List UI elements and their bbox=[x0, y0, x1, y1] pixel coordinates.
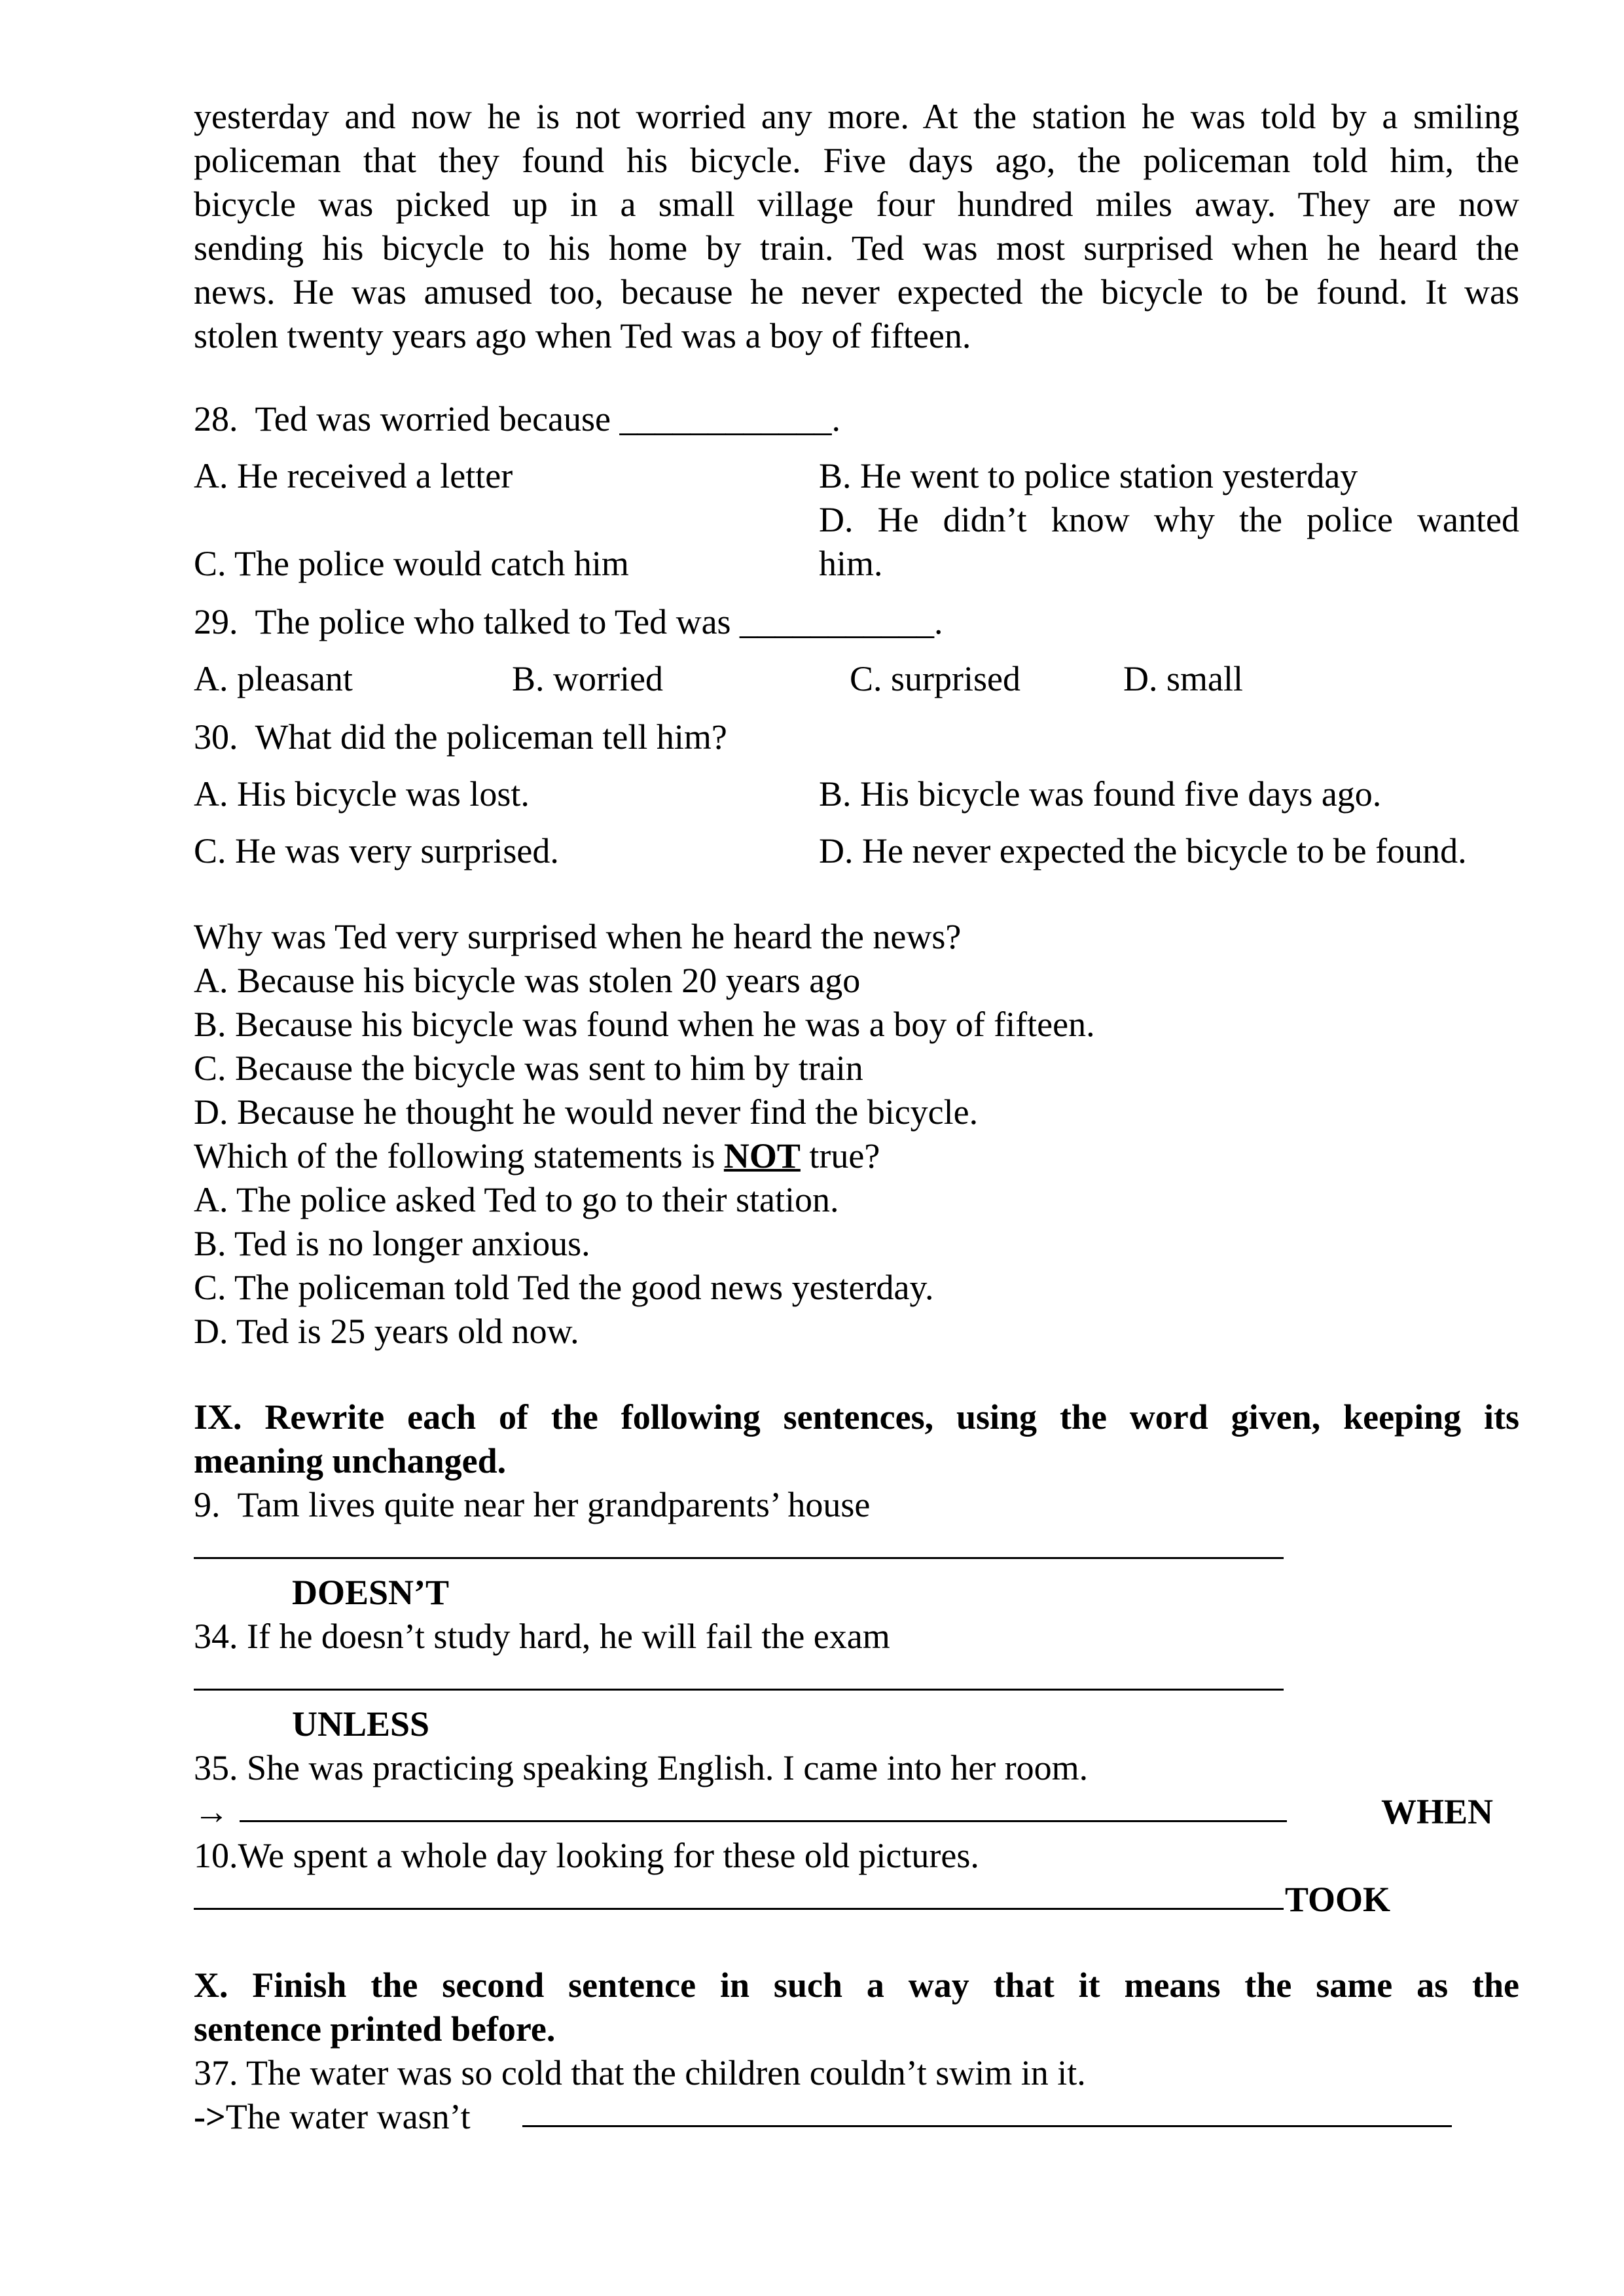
option-c[interactable]: C. The policeman told Ted the good news yesterday. bbox=[194, 1268, 934, 1307]
question-30 bbox=[194, 715, 1519, 873]
question-stem: Why was Ted very surprised when he heard the news? bbox=[194, 917, 962, 956]
option-a[interactable]: A. The police asked Ted to go to their station. bbox=[194, 1180, 839, 1219]
question-32 bbox=[194, 1134, 1519, 1354]
emphasis-not: NOT bbox=[723, 1136, 801, 1175]
answer-blank[interactable] bbox=[194, 1527, 1519, 1571]
section-heading: IX. Rewrite each of the following sentences, using the word given, keeping its bbox=[194, 1397, 1519, 1437]
option-c[interactable]: C. He was very surprised. bbox=[194, 831, 559, 870]
question-stem: 28. Ted was worried because ____________. bbox=[194, 399, 841, 439]
answer-blank[interactable] bbox=[194, 1908, 1284, 1910]
passage-line: bicycle was picked up in a small village four hundred miles away. They are now bbox=[194, 185, 1519, 224]
rewrite-item-9: 9. Tam lives quite near her grandparents’ house bbox=[194, 1485, 871, 1524]
keyword: DOESN’T bbox=[292, 1573, 450, 1612]
arrow-icon: → bbox=[194, 1792, 229, 1831]
rewrite-item-10: 10.We spent a whole day looking for these old pictures. bbox=[194, 1836, 979, 1875]
arrow-icon: -> bbox=[194, 2097, 226, 2136]
option-a[interactable]: A. His bicycle was lost. bbox=[194, 774, 530, 814]
option-d[interactable]: D. Ted is 25 years old now. bbox=[194, 1312, 579, 1351]
section-heading: sentence printed before. bbox=[194, 2009, 556, 2049]
section-heading: meaning unchanged. bbox=[194, 1441, 507, 1480]
passage-line: yesterday and now he is not worried any more. At the station he was told by a smiling bbox=[194, 97, 1519, 136]
option-c[interactable]: C. Because the bicycle was sent to him by train bbox=[194, 1049, 863, 1088]
section-ix bbox=[194, 1395, 1519, 1922]
question-29 bbox=[194, 600, 1519, 701]
question-stem: 29. The police who talked to Ted was ___________. bbox=[194, 602, 943, 641]
worksheet-page bbox=[194, 95, 1519, 2139]
option-b[interactable]: B. Ted is no longer anxious. bbox=[194, 1224, 590, 1263]
question-stem bbox=[194, 1134, 1519, 1178]
question-28 bbox=[194, 397, 1519, 586]
rewrite-item-37: 37. The water was so cold that the children couldn’t swim in it. bbox=[194, 2053, 1086, 2092]
option-a[interactable]: A. He received a letter bbox=[194, 456, 513, 495]
prompt-text: The water wasn’t bbox=[225, 2097, 471, 2136]
option-d[interactable]: D. small bbox=[1123, 659, 1243, 698]
option-b[interactable]: B. His bicycle was found five days ago. bbox=[819, 774, 1382, 814]
option-c[interactable]: C. The police would catch him bbox=[194, 544, 629, 583]
option-b[interactable]: B. worried bbox=[512, 659, 663, 698]
answer-blank[interactable] bbox=[194, 1659, 1519, 1702]
rewrite-item-35: 35. She was practicing speaking English. I came into her room. bbox=[194, 1748, 1089, 1787]
passage-line: news. He was amused too, because he never expected the bicycle to be found. It was bbox=[194, 272, 1519, 312]
section-x bbox=[194, 1964, 1519, 2139]
answer-row bbox=[194, 2095, 1519, 2139]
option-d[interactable]: D. Because he thought he would never find the bicycle. bbox=[194, 1092, 979, 1132]
answer-row bbox=[194, 1790, 1519, 1834]
passage-line: policeman that they found his bicycle. Five days ago, the policeman told him, the bbox=[194, 141, 1519, 180]
answer-blank[interactable] bbox=[240, 1820, 1287, 1822]
reading-passage bbox=[194, 95, 1519, 358]
option-d[interactable]: D. He never expected the bicycle to be found. bbox=[819, 831, 1467, 870]
stem-text: true? bbox=[800, 1136, 880, 1175]
option-d-continued: him. bbox=[819, 544, 883, 583]
answer-row bbox=[194, 1878, 1519, 1922]
option-d[interactable]: D. He didn’t know why the police wanted bbox=[819, 500, 1519, 539]
answer-prompt bbox=[194, 2095, 471, 2139]
option-c[interactable]: C. surprised bbox=[850, 659, 1020, 698]
keyword: UNLESS bbox=[292, 1704, 430, 1744]
rewrite-item-34: 34. If he doesn’t study hard, he will fail the exam bbox=[194, 1617, 890, 1656]
question-stem: 30. What did the policeman tell him? bbox=[194, 717, 727, 757]
section-heading: X. Finish the second sentence in such a way that it means the same as the bbox=[194, 1965, 1519, 2005]
option-a[interactable]: A. pleasant bbox=[194, 659, 353, 698]
keyword: TOOK bbox=[1285, 1880, 1391, 1919]
option-b[interactable]: B. Because his bicycle was found when he was a boy of fifteen. bbox=[194, 1005, 1095, 1044]
keyword: WHEN bbox=[1381, 1792, 1494, 1831]
option-b[interactable]: B. He went to police station yesterday bbox=[819, 456, 1358, 495]
question-31 bbox=[194, 915, 1519, 1134]
passage-line: stolen twenty years ago when Ted was a boy of fifteen. bbox=[194, 316, 971, 355]
stem-text: Which of the following statements is bbox=[194, 1136, 724, 1175]
answer-blank[interactable] bbox=[522, 2125, 1452, 2127]
option-a[interactable]: A. Because his bicycle was stolen 20 years ago bbox=[194, 961, 861, 1000]
passage-line: sending his bicycle to his home by train. Ted was most surprised when he heard the bbox=[194, 228, 1519, 268]
